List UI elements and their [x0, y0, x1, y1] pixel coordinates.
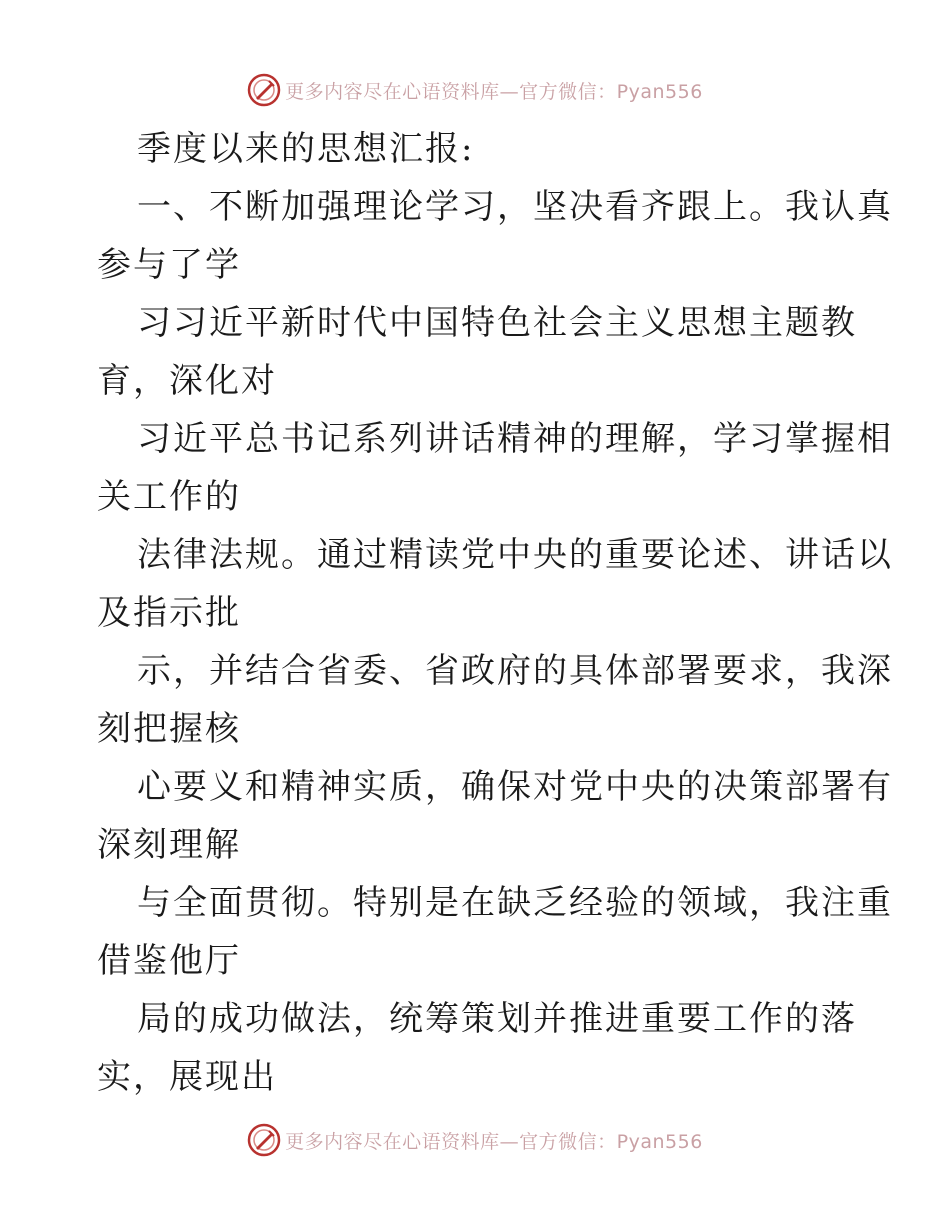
- watermark-text: 更多内容尽在心语资料库—官方微信：Pyan556: [285, 1130, 703, 1153]
- text-line: 深刻理解: [97, 825, 241, 865]
- text-line: 参与了学: [97, 245, 241, 285]
- quill-seal-logo-icon: [247, 1123, 281, 1157]
- text-line: 心要义和精神实质，确保对党中央的决策部署有: [137, 767, 893, 807]
- text-line: 育，深化对: [97, 361, 277, 401]
- text-line: 与全面贯彻。特别是在缺乏经验的领域，我注重: [137, 883, 893, 923]
- text-line: 习习近平新时代中国特色社会主义思想主题教: [137, 303, 857, 343]
- text-line: 局的成功做法，统筹策划并推进重要工作的落: [137, 999, 857, 1039]
- header-watermark: [0, 70, 950, 110]
- wechat-id: Pyan556: [616, 80, 703, 103]
- wechat-id: Pyan556: [616, 1130, 703, 1153]
- text-line: 刻把握核: [97, 709, 241, 749]
- text-line: 借鉴他厅: [97, 941, 241, 981]
- text-line: 及指示批: [97, 593, 241, 633]
- quill-seal-logo-icon: [247, 73, 281, 107]
- text-line: 法律法规。通过精读党中央的重要论述、讲话以: [137, 535, 893, 575]
- text-line: 实，展现出: [97, 1057, 277, 1097]
- watermark-text: 更多内容尽在心语资料库—官方微信：Pyan556: [285, 80, 703, 103]
- text-line: 习近平总书记系列讲话精神的理解，学习掌握相: [137, 419, 893, 459]
- footer-watermark: [0, 1120, 950, 1160]
- text-line: 一、不断加强理论学习，坚决看齐跟上。我认真: [137, 187, 893, 227]
- text-line: 关工作的: [97, 477, 241, 517]
- text-line: 示，并结合省委、省政府的具体部署要求，我深: [137, 651, 893, 691]
- text-line: 季度以来的思想汇报:: [137, 129, 475, 169]
- document-body: [97, 120, 893, 1106]
